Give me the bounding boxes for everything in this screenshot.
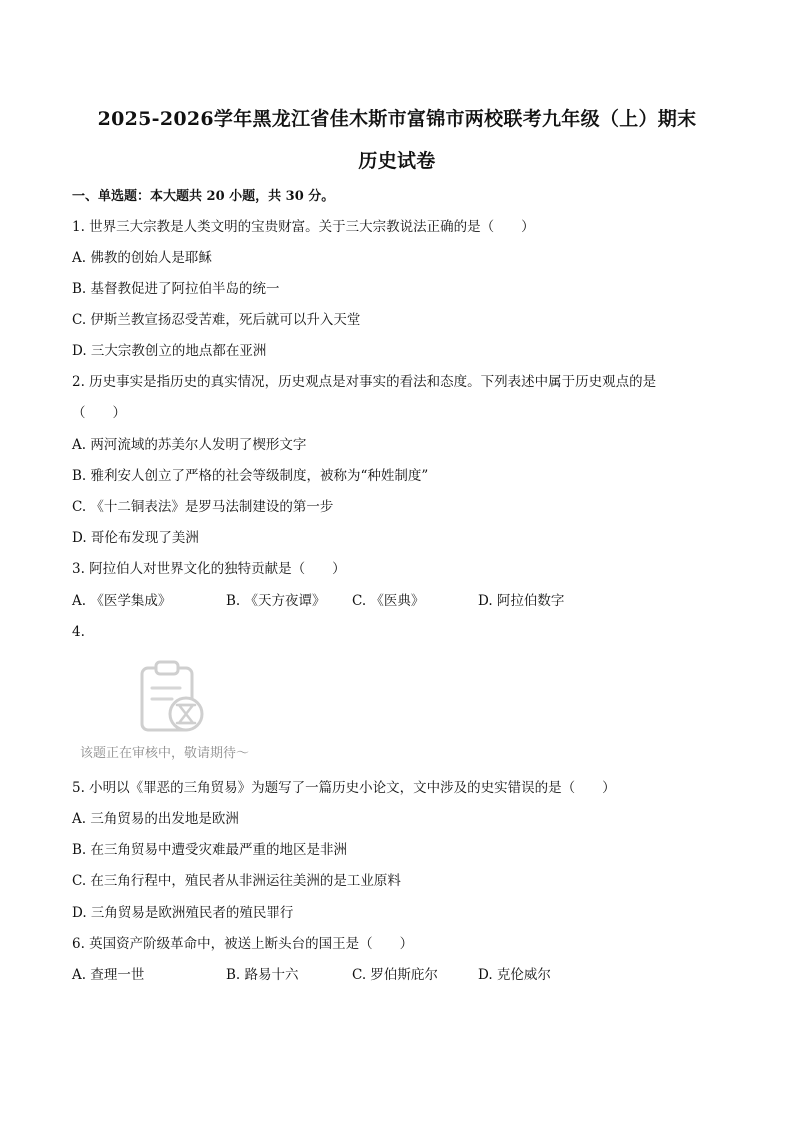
question-3-option-c: C. 《医典》 [352, 593, 425, 609]
question-3-stem: 3. 阿拉伯人对世界文化的独特贡献是（ ） [72, 561, 346, 577]
question-2-option-d: D. 哥伦布发现了美洲 [72, 530, 199, 546]
question-3-option-a: A. 《医学集成》 [72, 593, 172, 609]
question-2-option-a: A. 两河流域的苏美尔人发明了楔形文字 [72, 437, 307, 453]
question-6-option-d: D. 克伦威尔 [478, 967, 551, 983]
question-6-stem: 6. 英国资产阶级革命中，被送上断头台的国王是（ ） [72, 936, 414, 952]
question-2-stem-cont: （ ） [72, 405, 126, 421]
question-2-option-c: C. 《十二铜表法》是罗马法制建设的第一步 [72, 499, 334, 515]
question-3-option-b: B. 《天方夜谭》 [226, 593, 326, 609]
question-6-option-c: C. 罗伯斯庇尔 [352, 967, 438, 983]
exam-subtitle: 历史试卷 [358, 150, 436, 172]
question-1-option-b: B. 基督教促进了阿拉伯半岛的统一 [72, 281, 280, 297]
question-3-option-d: D. 阿拉伯数字 [478, 593, 565, 609]
exam-title: 2025-2026学年黑龙江省佳木斯市富锦市两校联考九年级（上）期末 [97, 108, 697, 130]
question-5-option-b: B. 在三角贸易中遭受灾难最严重的地区是非洲 [72, 842, 348, 858]
question-1-option-a: A. 佛教的创始人是耶稣 [72, 250, 212, 266]
section-heading: 一、单选题：本大题共 20 小题，共 30 分。 [72, 189, 335, 204]
question-6-option-a: A. 查理一世 [72, 967, 145, 983]
question-4-stem: 4. [72, 624, 85, 640]
question-1-option-c: C. 伊斯兰教宣扬忍受苦难，死后就可以升入天堂 [72, 312, 361, 328]
question-5-option-d: D. 三角贸易是欧洲殖民者的殖民罪行 [72, 905, 294, 921]
question-1-stem: 1. 世界三大宗教是人类文明的宝贵财富。关于三大宗教说法正确的是（ ） [72, 219, 535, 235]
question-1-option-d: D. 三大宗教创立的地点都在亚洲 [72, 343, 267, 359]
question-5-option-c: C. 在三角行程中，殖民者从非洲运往美洲的是工业原料 [72, 873, 401, 889]
question-5-stem: 5. 小明以《罪恶的三角贸易》为题写了一篇历史小论文，文中涉及的史实错误的是（ ） [72, 780, 616, 796]
question-2-stem: 2. 历史事实是指历史的真实情况，历史观点是对事实的看法和态度。下列表述中属于历史观点的是 [72, 374, 657, 390]
question-2-option-b: B. 雅利安人创立了严格的社会等级制度，被称为“种姓制度” [72, 468, 429, 484]
question-5-option-a: A. 三角贸易的出发地是欧洲 [72, 811, 239, 827]
pending-review-text: 该题正在审核中，敬请期待～ [80, 746, 250, 761]
clipboard-hourglass-icon [130, 658, 220, 738]
question-6-option-b: B. 路易十六 [226, 967, 299, 983]
